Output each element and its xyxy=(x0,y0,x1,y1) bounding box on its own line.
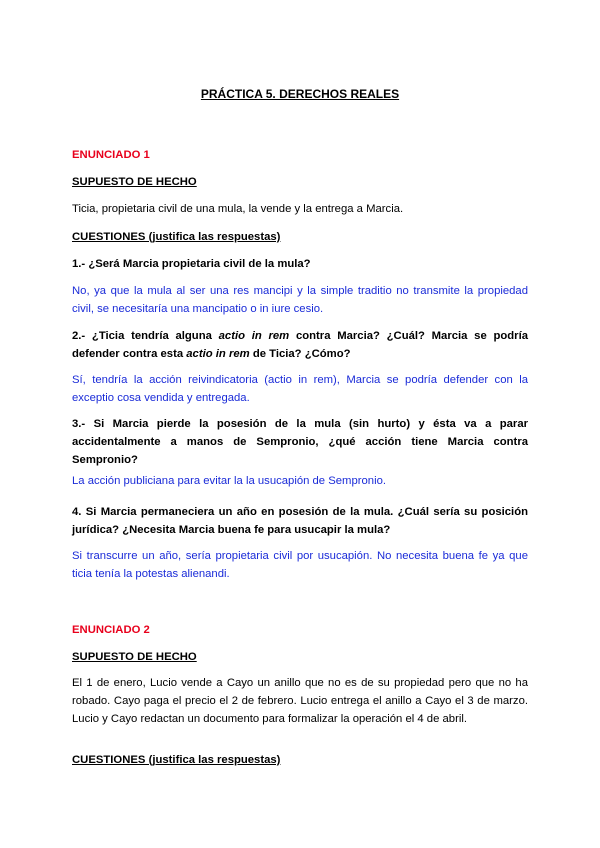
enunciado-1-cuestiones-label: CUESTIONES (justifica las respuestas) xyxy=(72,231,281,243)
question-2-text-b: contra Marcia? ¿Cuál? Marcia se podría defender contra esta xyxy=(72,330,528,360)
question-2-text-c: de Ticia? ¿Cómo? xyxy=(249,348,351,360)
answer-3: La acción publiciana para evitar la la usucapión de Sempronio. xyxy=(72,475,387,487)
answer-1: No, ya que la mula al ser una res mancipi y la simple traditio no transmite la propiedad civil, se necesitaría una mancipatio o in iure cesio. xyxy=(72,285,528,315)
question-2-italic-b: actio in rem xyxy=(186,348,250,360)
question-2-text-a: 2.- ¿Ticia tendría alguna xyxy=(72,330,219,342)
answer-4: Si transcurre un año, sería propietaria civil por usucapión. No necesita buena fe ya que ticia tenía la potestas alienandi. xyxy=(72,550,528,580)
enunciado-1-heading: ENUNCIADO 1 xyxy=(72,149,150,161)
enunciado-2-heading: ENUNCIADO 2 xyxy=(72,624,150,636)
question-1: 1.- ¿Será Marcia propietaria civil de la mula? xyxy=(72,258,311,270)
enunciado-1-supuesto-label: SUPUESTO DE HECHO xyxy=(72,176,197,188)
enunciado-2-supuesto-label: SUPUESTO DE HECHO xyxy=(72,651,197,663)
question-4: 4. Si Marcia permaneciera un año en posesión de la mula. ¿Cuál sería su posición jurídica? ¿Necesita Marcia buena fe para usucapir la mula? xyxy=(72,506,528,536)
enunciado-1-supuesto-text: Ticia, propietaria civil de una mula, la vende y la entrega a Marcia. xyxy=(72,203,404,215)
answer-2: Sí, tendría la acción reivindicatoria (actio in rem), Marcia se podría defender con la exceptio cosa vendida y entregada. xyxy=(72,374,528,404)
question-3: 3.- Si Marcia pierde la posesión de la mula (sin hurto) y ésta va a parar accidentalmente a manos de Sempronio, ¿qué acción tiene Marcia contra Sempronio? xyxy=(72,418,528,466)
question-2 xyxy=(72,327,528,363)
enunciado-2-supuesto-text: El 1 de enero, Lucio vende a Cayo un anillo que no es de su propiedad pero que no ha robado. Cayo paga el precio el 2 de febrero. Lucio entrega el anillo a Cayo el 3 de marzo. Lucio y Cayo redactan un documento para formalizar la operación el 4 de abril. xyxy=(72,677,528,725)
enunciado-2-cuestiones-label: CUESTIONES (justifica las respuestas) xyxy=(72,754,281,766)
question-2-italic-a: actio in rem xyxy=(218,330,290,342)
page-title: PRÁCTICA 5. DERECHOS REALES xyxy=(200,87,400,101)
